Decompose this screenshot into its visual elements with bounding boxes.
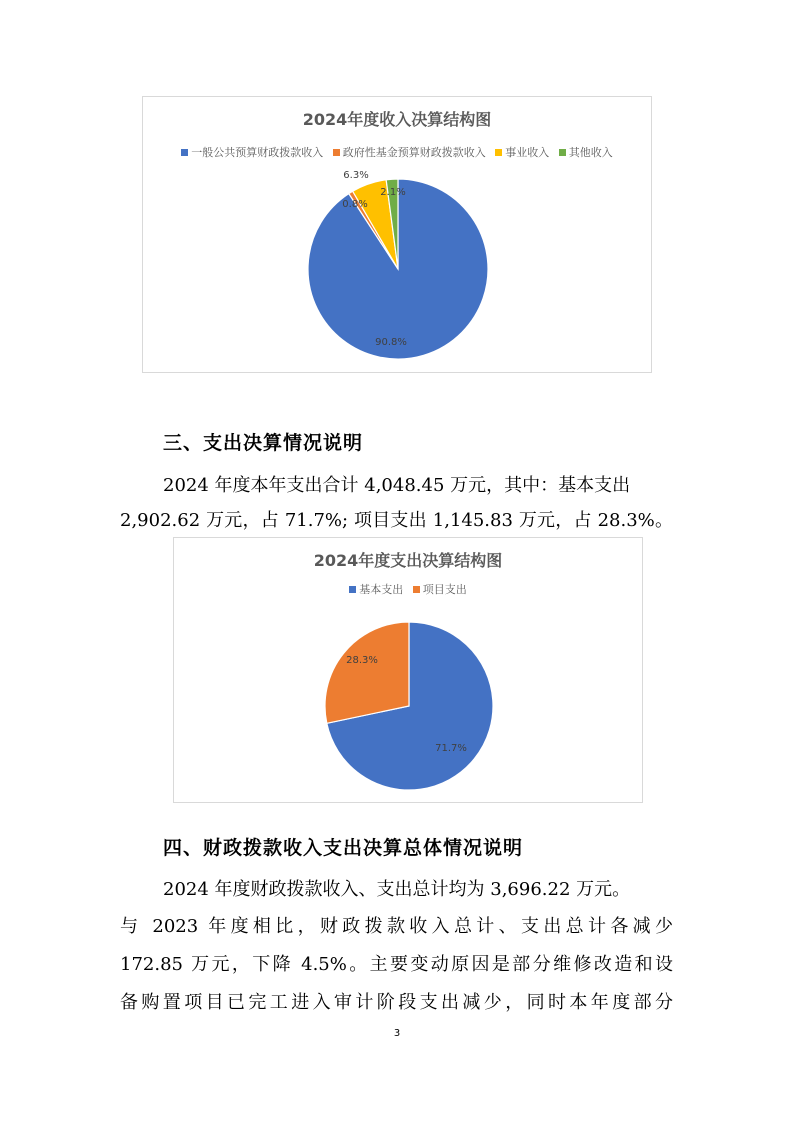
section-heading-expense: 三、支出决算情况说明 (163, 432, 364, 454)
legend-label: 其他收入 (568, 146, 613, 159)
expense-pie (174, 538, 644, 804)
legend-label: 政府性基金预算财政拨款收入 (342, 146, 486, 159)
expense-chart (173, 537, 643, 803)
slice-value-label: 0.8% (342, 199, 368, 210)
section-heading-fiscal: 四、财政拨款收入支出决算总体情况说明 (163, 837, 524, 859)
paragraph-line: 2024 年度本年支出合计 4,048.45 万元，其中：基本支出 (163, 475, 631, 496)
page-number: 3 (393, 1028, 401, 1039)
slice-project-expense (325, 622, 409, 723)
legend-label: 基本支出 (359, 583, 404, 596)
paragraph-line: 2024 年度财政拨款收入、支出总计均为 3,696.22 万元。 (163, 879, 631, 900)
slice-value-label: 28.3% (346, 655, 378, 666)
slice-value-label: 6.3% (343, 170, 369, 181)
legend-label: 一般公共预算财政拨款收入 (191, 146, 324, 159)
paragraph-line: 备购置项目已完工进入审计阶段支出减少，同时本年度部分 (120, 992, 673, 1013)
legend-label: 事业收入 (505, 146, 550, 159)
revenue-chart-title: 2024年度收入决算结构图 (302, 110, 492, 129)
paragraph-line: 2,902.62 万元，占 71.7%; 项目支出 1,145.83 万元，占 28.3%。 (120, 510, 673, 531)
slice-value-label: 90.8% (375, 337, 407, 348)
revenue-chart (142, 96, 652, 373)
slice-value-label: 71.7% (435, 743, 467, 754)
expense-chart-title: 2024年度支出决算结构图 (313, 551, 503, 570)
paragraph-line: 与 2023 年度相比，财政拨款收入总计、支出总计各减少 (120, 916, 673, 937)
paragraph-line: 172.85 万元，下降 4.5%。主要变动原因是部分维修改造和设 (120, 954, 673, 975)
slice-value-label: 2.1% (380, 187, 406, 198)
legend-label: 项目支出 (422, 583, 467, 596)
revenue-pie (143, 97, 653, 374)
